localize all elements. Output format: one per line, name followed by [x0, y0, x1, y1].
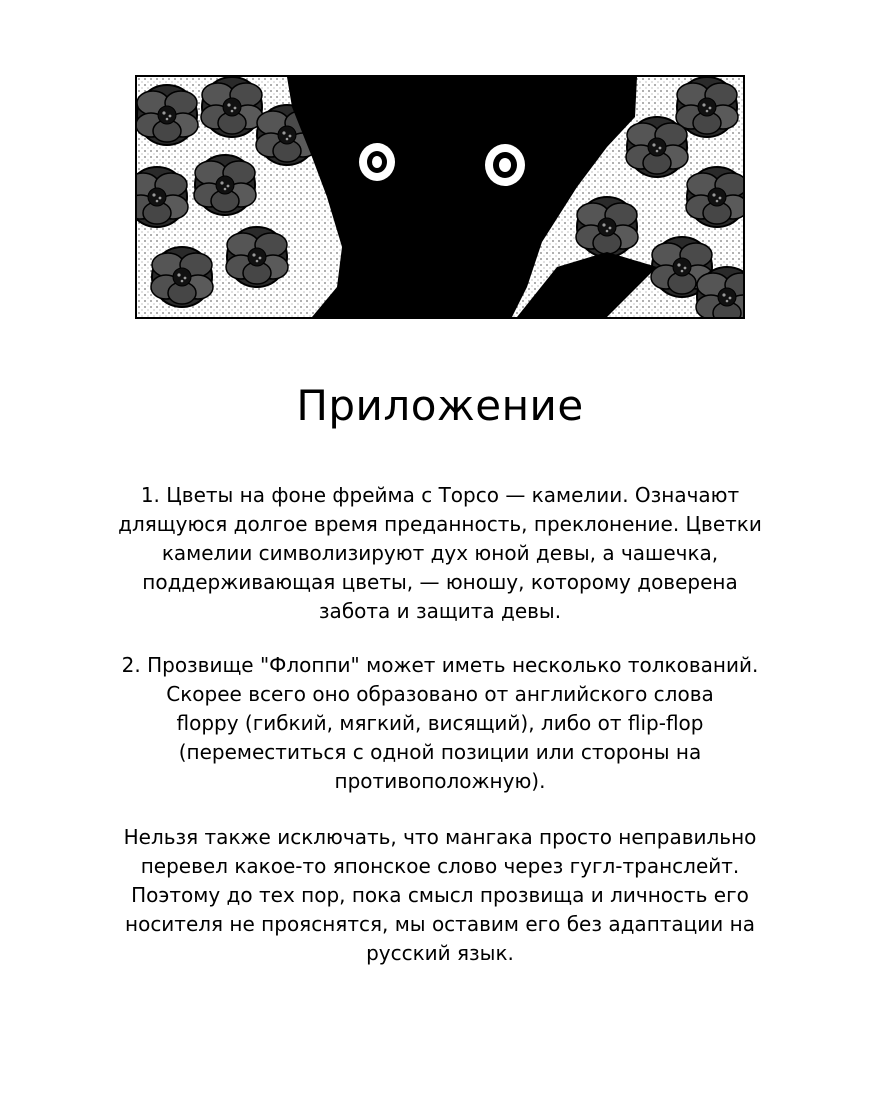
eye-left [359, 143, 395, 181]
note-3 [60, 823, 820, 968]
note-line: 2. Прозвище "Флоппи" может иметь несколько толкований. [121, 653, 759, 677]
manga-panel-image [135, 75, 745, 319]
note-line: носителя не прояснятся, мы оставим его без адаптации на [125, 912, 755, 936]
note-line: Нельзя также исключать, что мангака просто неправильно [123, 825, 757, 849]
camellia-frame-image [137, 77, 743, 317]
note-line: (переместиться с одной позиции или стороны на [178, 740, 702, 764]
note-line: перевел какое-то японское слово через гугл-транслейт. [140, 854, 740, 878]
note-line: floppy (гибкий, мягкий, висящий), либо от flip-flop [176, 711, 704, 735]
note-line: противоположную). [334, 769, 546, 793]
note-line: Скорее всего оно образовано от английского слова [166, 682, 714, 706]
note-line: поддерживающая цветы, — юношу, которому доверена [142, 570, 738, 594]
note-1 [60, 481, 820, 626]
note-line: Поэтому до тех пор, пока смысл прозвища и личность его [131, 883, 749, 907]
note-line: камелии символизируют дух юной девы, а чашечка, [161, 541, 719, 565]
note-2 [60, 651, 820, 796]
eye-right [485, 144, 525, 186]
note-line: забота и защита девы. [318, 599, 562, 623]
page-title: Приложение [296, 381, 584, 430]
note-line: 1. Цветы на фоне фрейма с Торсо — камелии. Означают [140, 483, 740, 507]
note-line: длящуюся долгое время преданность, преклонение. Цветки [118, 512, 762, 536]
note-line: русский язык. [366, 941, 514, 965]
